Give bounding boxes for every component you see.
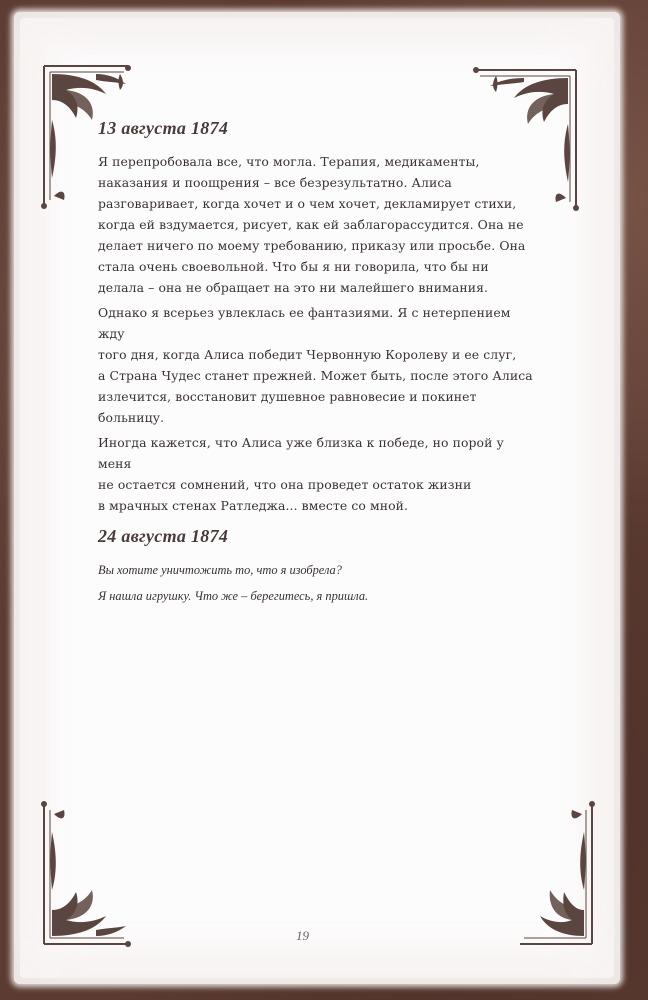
entry-date: 13 августа 1874 bbox=[98, 118, 229, 138]
entry-paragraph: Однако я всерьез увлеклась ее фантазиями. Я с нетерпением жду того дня, когда Алиса победит Червонную Королеву и ее слуг, а Страна Чудес станет прежней. Может быть, после этого Алиса излечится, восстановит душевное равновесие и покинет больницу. bbox=[98, 305, 533, 425]
diary-entry bbox=[98, 118, 538, 516]
entry-paragraph: Я перепробовала все, что могла. Терапия, медикаменты, наказания и поощрения – все безрезультатно. Алиса разговаривает, когда хочет и о чем хочет, декламирует стихи, когда ей вздумается, рисует, как ей заблагорассудится. Она не делает ничего по моему требованию, приказу или просьбе. Она стала очень своевольной. Что бы я ни говорила, что бы ни делала – она не обращает на это ни малейшего внимания. bbox=[98, 154, 526, 295]
entry-date: 24 августа 1874 bbox=[98, 526, 229, 546]
page-number: 19 bbox=[296, 928, 309, 943]
entry-paragraph: Иногда кажется, что Алиса уже близка к победе, но порой у меня не остается сомнений, что она проведет остаток жизни в мрачных стенах Ратледжа... вместе со мной. bbox=[98, 435, 504, 513]
ornament-corner-bottom-left-icon bbox=[36, 800, 136, 950]
entry-line: Вы хотите уничтожить то, что я изобрела? bbox=[98, 563, 342, 577]
ornament-corner-bottom-right-icon bbox=[516, 800, 600, 950]
diary-content bbox=[98, 118, 538, 611]
diary-entry bbox=[98, 526, 538, 607]
entry-line: Я нашла игрушку. Что же – берегитесь, я пришла. bbox=[98, 589, 369, 603]
